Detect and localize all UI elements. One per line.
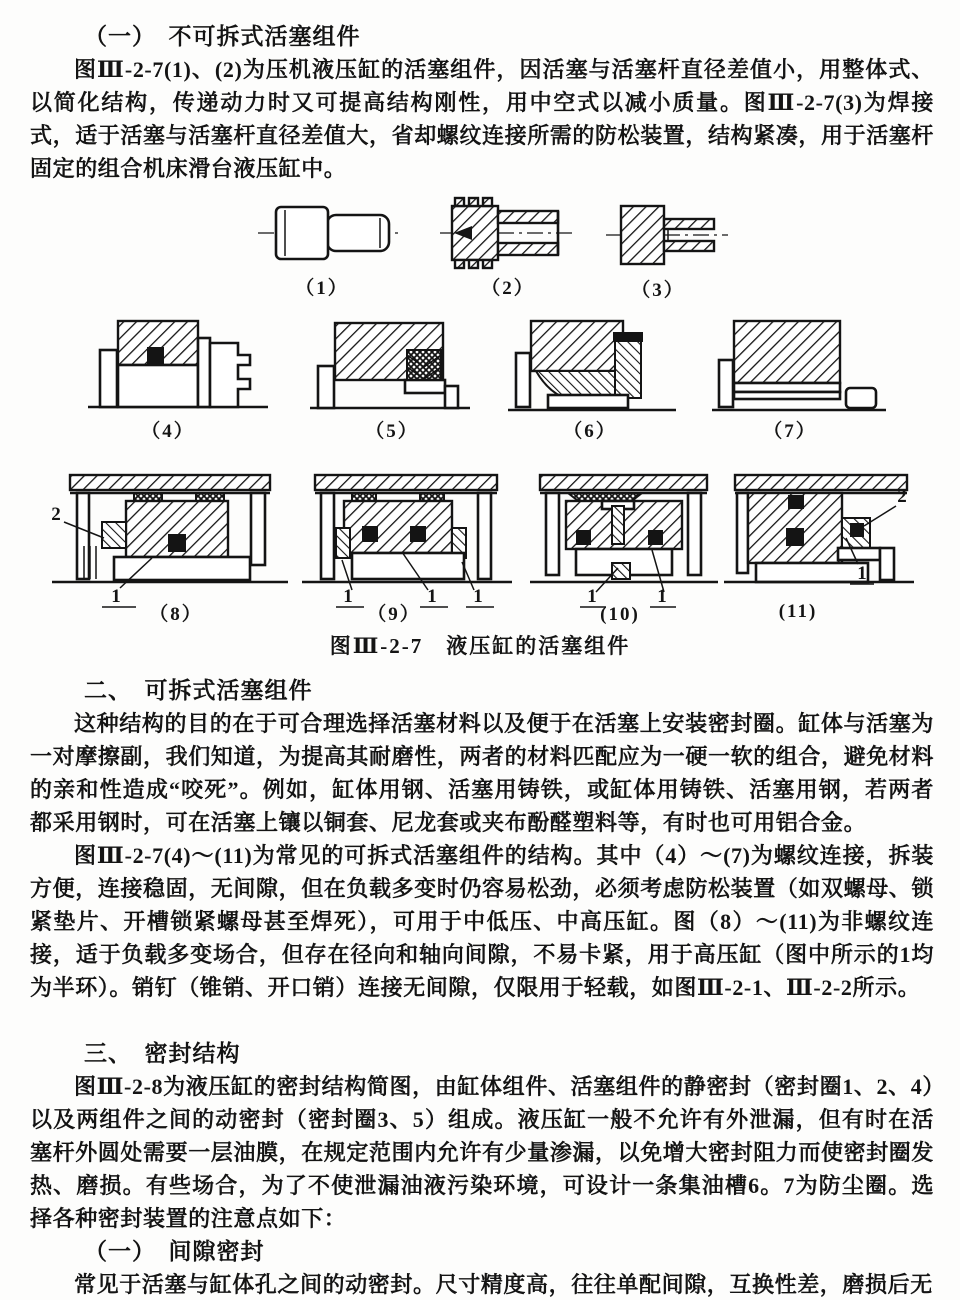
part-label-1: 1 — [657, 586, 667, 607]
diagram-label: （7） — [763, 421, 817, 442]
part-label-1: 1 — [427, 586, 437, 607]
diagram-7-threaded-piston-plain — [712, 321, 886, 442]
diagram-label: （9） — [367, 604, 421, 625]
diagram-4-threaded-piston — [88, 321, 268, 442]
section-heading-clearance-seal: （一） 间隙密封 — [84, 1239, 265, 1264]
paragraph-5: 常见于活塞与缸体孔之间的动密封。尺寸精度高，往往单配间隙，互换性差，磨损后无 — [74, 1272, 933, 1297]
diagram-3-welded-piston — [606, 206, 728, 301]
figure-piston-diagrams — [0, 190, 960, 630]
part-label-1: 1 — [587, 586, 597, 607]
diagram-label: （2） — [481, 278, 535, 299]
part-label-2: 2 — [51, 504, 61, 525]
diagram-label: (11) — [778, 601, 818, 622]
diagram-label: （3） — [631, 280, 685, 301]
part-label-1: 1 — [343, 586, 353, 607]
diagram-label: （5） — [365, 421, 419, 442]
diagram-label: （1） — [295, 278, 349, 299]
diagram-8-halfring-piston — [51, 475, 288, 625]
paragraph-4: 图Ⅲ-2-8为液压缸的密封结构简图，由缸体组件、活塞组件的静密封（密封圈1、2、4）以及两组件之间的动密封（密封圈3、5）组成。液压缸一般不允许有外泄漏，但有时在活塞杆外圆处需要一层油膜，在规定范围内允许有少量渗漏，以免增大密封阻力而使密封圈发热、磨损。有些场合，为了不使泄漏油液污染环境，可设计一条集油槽6。7为防尘圈。选择各种密封装置的注意点如下： — [30, 1074, 935, 1231]
paragraph-2: 这种结构的目的在于可合理选择活塞材料以及便于在活塞上安装密封圈。缸体与活塞为一对摩擦副，我们知道，为提高其耐磨性，两者的材料匹配应为一硬一软的组合，避免材料的亲和性造成“咬死”。例如，缸体用钢、活塞用铸铁，或缸体用铸铁、活塞用钢，若两者都采用钢时，可在活塞上镶以铜套、尼龙套或夹布酚醛塑料等，有时也可用铝合金。 — [30, 711, 935, 835]
diagram-label: （6） — [563, 421, 617, 442]
diagram-2-hollow-piston — [440, 198, 574, 299]
diagram-10-pin-piston — [530, 475, 718, 625]
part-label-1: 1 — [111, 586, 121, 607]
diagram-5-threaded-piston-vseal — [310, 323, 470, 442]
section-heading-removable-piston: 二、 可拆式活塞组件 — [84, 678, 313, 703]
diagram-11-halfring-piston — [724, 475, 914, 622]
diagram-label: （4） — [141, 421, 195, 442]
figure-caption: 图Ⅲ-2-7 液压缸的活塞组件 — [329, 634, 631, 658]
diagram-label: (10) — [600, 604, 640, 625]
part-label-2: 2 — [897, 486, 907, 507]
diagram-6-threaded-piston-cupseal — [508, 321, 676, 442]
part-label-1: 1 — [857, 563, 867, 584]
paragraph-1: 图Ⅲ-2-7(1)、(2)为压机液压缸的活塞组件，因活塞与活塞杆直径差值小，用整体式、以简化结构，传递动力时又可提高结构刚性，用中空式以减小质量。图Ⅲ-2-7(3)为焊接式，适于活塞与活塞杆直径差值大，省却螺纹连接所需的防松装置，结构紧凑，用于活塞杆固定的组合机床滑台液压缸中。 — [30, 57, 935, 181]
diagram-label: （8） — [149, 604, 203, 625]
part-label-1: 1 — [473, 586, 483, 607]
diagram-9-halfring-piston — [302, 475, 512, 625]
section-heading-seal-structure: 三、 密封结构 — [84, 1041, 241, 1066]
section-heading-unremovable-piston: （一） 不可拆式活塞组件 — [84, 24, 361, 49]
paragraph-3: 图Ⅲ-2-7(4)～(11)为常见的可拆式活塞组件的结构。其中（4）～(7)为螺纹连接，拆装方便，连接稳固，无间隙，但在负载多变时仍容易松劲，必须考虑防松装置（如双螺母、锁紧垫片、开槽锁紧螺母甚至焊死），可用于中低压、中高压缸。图（8）～(11)为非螺纹连接，适于负载多变场合，但存在径向和轴向间隙，不易卡紧，用于高压缸（图中所示的1均为半环）。销钉（锥销、开口销）连接无间隙，仅限用于轻载，如图Ⅲ-2-1、Ⅲ-2-2所示。 — [30, 843, 935, 1000]
diagram-1-integral-piston — [258, 207, 402, 299]
